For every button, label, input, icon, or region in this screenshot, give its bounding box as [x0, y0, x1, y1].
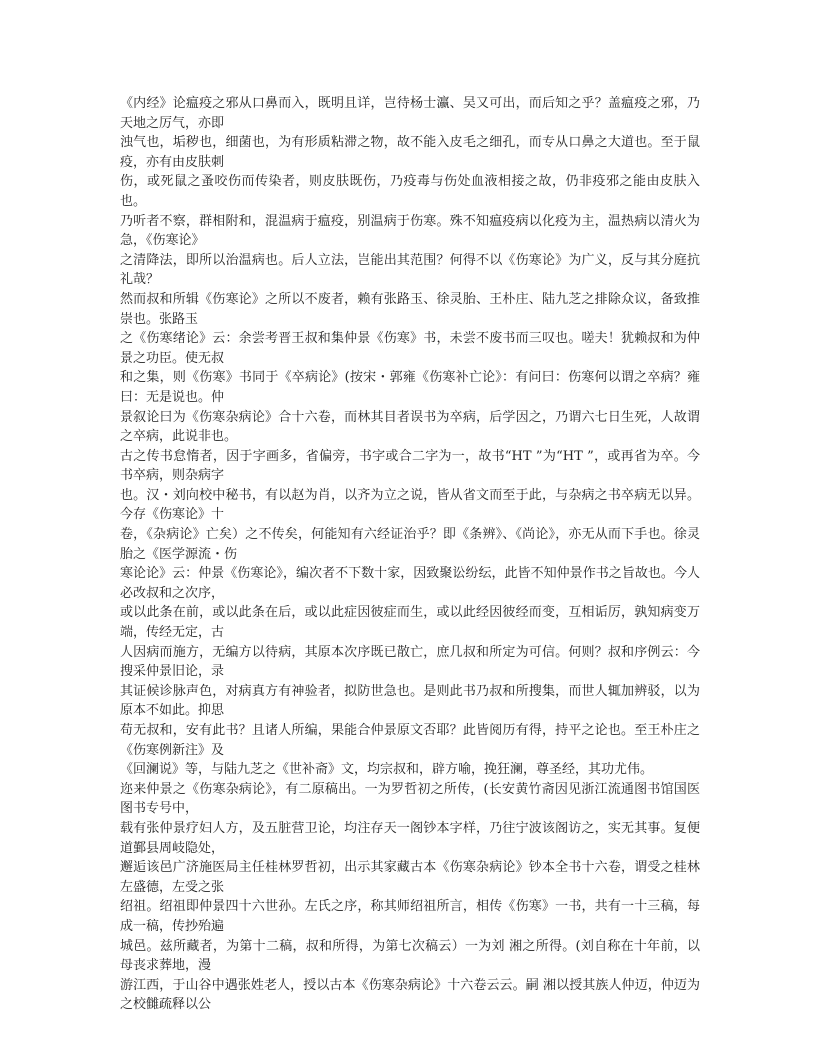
paragraph-line: 绍祖。绍祖即仲景四十六世孙。左氏之序，称其师绍祖所言，相传《伤寒》一书，共有一十三稿，每成一稿，传抄殆遍 — [120, 899, 700, 934]
paragraph-line: 浊气也，垢秽也，细菌也，为有形质粘滞之物，故不能入皮毛之细孔，而专从口鼻之大道也。至于鼠疫，亦有由皮肤刺 — [120, 135, 700, 170]
paragraph-line: 之清降法，即所以治温病也。后人立法，岂能出其范围？何得不以《伤寒论》为广义，反与其分庭抗礼哉？ — [120, 252, 700, 288]
paragraph-line: 《内经》论瘟疫之邪从口鼻而入，既明且详，岂待杨士瀛、吴又可出，而后知之乎？盖瘟疫之邪，乃天地之厉气，亦即 — [120, 96, 700, 131]
paragraph-line: 和之集，则《伤寒》书同于《卒病论》(按宋・郭雍《伤寒补亡论》：有问曰：伤寒何以谓之卒病？雍曰：无是说也。仲 — [120, 370, 700, 405]
document-body — [120, 94, 700, 1015]
paragraph-line: 也。汉・刘向校中秘书，有以赵为肖，以齐为立之说，皆从省文而至于此，与杂病之书卒病无以异。今存《伤寒论》十 — [120, 487, 700, 523]
paragraph-line: 人因病而施方，无编方以待病，其原本次序既已散亡，庶几叔和所定为可信。何则？叔和序例云：今搜采仲景旧论，录 — [120, 644, 700, 680]
paragraph-line: 乃听者不察，群相附和，混温病于瘟疫，别温病于伤寒。殊不知瘟疫病以化疫为主，温热病以清火为急，《伤寒论》 — [120, 213, 700, 249]
paragraph-line: 卷，《杂病论》亡矣）之不传矣，何能知有六经证治乎？即《条辨》、《尚论》，亦无从而下手也。徐灵胎之《医学源流・伤 — [120, 527, 700, 562]
paragraph-line: 迩来仲景之《伤寒杂病论》，有二原稿出。一为罗哲初之所传，(长安黄竹斋因见浙江流通图书馆国医图书专号中， — [120, 781, 700, 817]
paragraph-line: 景叙论曰为《伤寒杂病论》合十六卷，而林其目者误书为卒病，后学因之，乃谓六七日生死，人故谓之卒病，此说非也。 — [120, 409, 700, 445]
paragraph-line: 游江西，于山谷中遇张姓老人，授以古本《伤寒杂病论》十六卷云云。嗣 湘以授其族人仲迈，仲迈为之校雠疏释以公 — [120, 977, 700, 1013]
paragraph-line: 城邑。兹所藏者，为第十二稿，叔和所得，为第七次稿云）一为刘 湘之所得。(刘自称在十年前，以母丧求葬地，漫 — [120, 938, 700, 974]
paragraph-line: 邂逅该邑广济施医局主任桂林罗哲初，出示其家藏古本《伤寒杂病论》钞本全书十六卷，谓受之桂林左盛德，左受之张 — [120, 860, 700, 895]
paragraph-line: 伤，或死鼠之蚤咬伤而传染者，则皮肤既伤，乃疫毒与伤处血液相接之故，仍非疫邪之能由皮肤入也。 — [120, 174, 700, 209]
paragraph-line: 《回澜说》等，与陆九芝之《世补斋》文，均宗叔和，辟方喻，挽狂澜，尊圣经，其功尤伟。 — [120, 762, 654, 778]
paragraph-line: 苟无叔和，安有此书？且诸人所编，果能合仲景原文否耶？此皆阅历有得，持平之论也。至王朴庄之《伤寒例新注》及 — [120, 723, 700, 758]
paragraph-line: 其证候诊脉声色，对病真方有神验者，拟防世急也。是则此书乃叔和所搜集，而世人辄加辨驳，以为原本不如此。抑思 — [120, 683, 700, 719]
paragraph-line: 之《伤寒绪论》云：余尝考晋王叔和集仲景《伤寒》书，未尝不废书而三叹也。嗟夫！犹赖叔和为仲景之功臣。使无叔 — [120, 331, 700, 366]
paragraph-line: 或以此条在前，或以此条在后，或以此症因彼症而生，或以此经因彼经而变，互相诟厉，孰知病变万端，传经无定，古 — [120, 605, 700, 641]
paragraph-line: 寒论论》云：仲景《伤寒论》，编次者不下数十家，因致聚讼纷纭，此皆不知仲景作书之旨故也。今人必改叔和之次序， — [120, 566, 700, 601]
paragraph-line: 载有张仲景疗妇人方，及五脏营卫论，均注存天一阁钞本字样，乃往宁波该阁访之，实无其事。复便道鄞县周岐隐处， — [120, 820, 700, 856]
paragraph-line: 古之传书怠惰者，因于字画多，省偏旁，书字或合二字为一，故书“HT ”为“HT ”，或再省为卒。今书卒病，则杂病字 — [120, 448, 700, 484]
paragraph-line: 然而叔和所辑《伤寒论》之所以不废者，赖有张路玉、徐灵胎、王朴庄、陆九芝之排除众议，备致推崇也。张路玉 — [120, 291, 700, 327]
